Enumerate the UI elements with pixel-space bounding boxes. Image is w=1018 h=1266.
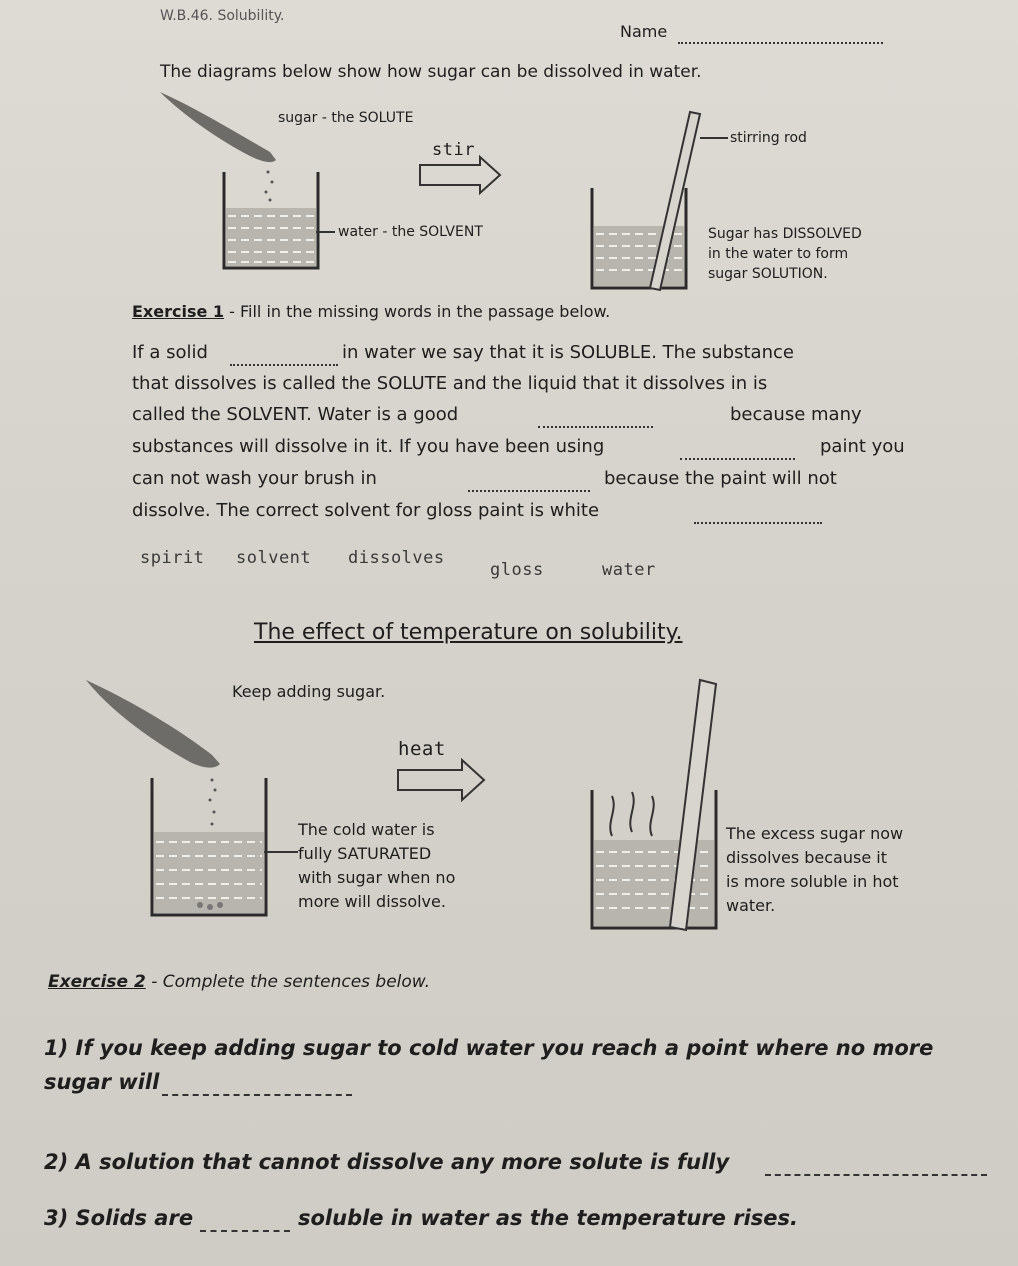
ex2-blank-3[interactable] <box>200 1230 290 1232</box>
water-3 <box>154 832 264 913</box>
ex1-line-5: can not wash your brush in <box>132 468 377 489</box>
ex1-line-3-end: because many <box>730 404 862 425</box>
spoon-icon-2 <box>86 680 220 768</box>
keep-adding-label: Keep adding sugar. <box>232 682 386 701</box>
ex1-blank-4[interactable] <box>468 490 590 492</box>
ex1-line-3: called the SOLVENT. Water is a good <box>132 404 459 425</box>
hot-text: The excess sugar now dissolves because it is more soluble in hot water. <box>726 824 904 915</box>
word-bank-spirit: spirit <box>140 548 205 568</box>
intro-text: The diagrams below show how sugar can be dissolved in water. <box>160 62 702 82</box>
ex2-q1-line1: 1) If you keep adding sugar to cold water you reach a point where no more <box>44 1036 934 1060</box>
ex2-blank-1[interactable] <box>162 1094 352 1096</box>
stir-arrow-icon <box>420 157 500 193</box>
solvent-label: water - the SOLVENT <box>338 224 483 240</box>
ex1-blank-2[interactable] <box>538 426 653 428</box>
ex1-line-1-end: in water we say that it is SOLUBLE. The substance <box>342 342 794 363</box>
ex1-line-2: that dissolves is called the SOLUTE and the liquid that it dissolves in is <box>132 373 768 394</box>
ex1-line-6: dissolve. The correct solvent for gloss paint is white <box>132 500 600 521</box>
ex1-line-5-end: because the paint will not <box>604 468 837 489</box>
ex2-q3-end: soluble in water as the temperature rises. <box>298 1206 799 1230</box>
word-bank-gloss: gloss <box>490 560 544 580</box>
section2-title: The effect of temperature on solubility. <box>254 620 683 645</box>
cold-text: The cold water is fully SATURATED with sugar when no more will dissolve. <box>298 820 456 911</box>
name-label: Name <box>620 22 668 41</box>
ex2-q1-line2: sugar will <box>44 1070 160 1094</box>
solute-label: sugar - the SOLUTE <box>278 110 414 126</box>
ex2-q2: 2) A solution that cannot dissolve any more solute is fully <box>44 1150 730 1174</box>
steam-icon <box>610 792 653 836</box>
exercise1-header: Exercise 1 - Fill in the missing words in the passage below. <box>132 302 611 321</box>
ex1-line-4-end: paint you <box>820 436 905 457</box>
worksheet-ref: W.B.46. Solubility. <box>160 8 285 24</box>
rod-label: stirring rod <box>730 130 807 146</box>
dissolved-text: Sugar has DISSOLVED in the water to form sugar SOLUTION. <box>708 226 862 282</box>
ex1-line-4: substances will dissolve in it. If you have been using <box>132 436 605 457</box>
ex2-blank-2[interactable] <box>765 1174 987 1176</box>
word-bank-water: water <box>602 560 656 580</box>
ex1-blank-1[interactable] <box>230 364 338 366</box>
ex1-blank-5[interactable] <box>694 522 822 524</box>
word-bank-solvent: solvent <box>236 548 312 568</box>
heat-label: heat <box>398 738 446 760</box>
ex2-q3-start: 3) Solids are <box>44 1206 194 1230</box>
heat-arrow-icon <box>398 760 484 800</box>
ex1-line-1: If a solid <box>132 342 208 363</box>
stir-label: stir <box>432 140 475 160</box>
exercise2-header: Exercise 2 - Complete the sentences below. <box>48 972 431 992</box>
ex1-blank-3[interactable] <box>680 458 795 460</box>
word-bank-dissolves: dissolves <box>348 548 445 568</box>
spoon-icon <box>160 92 276 162</box>
